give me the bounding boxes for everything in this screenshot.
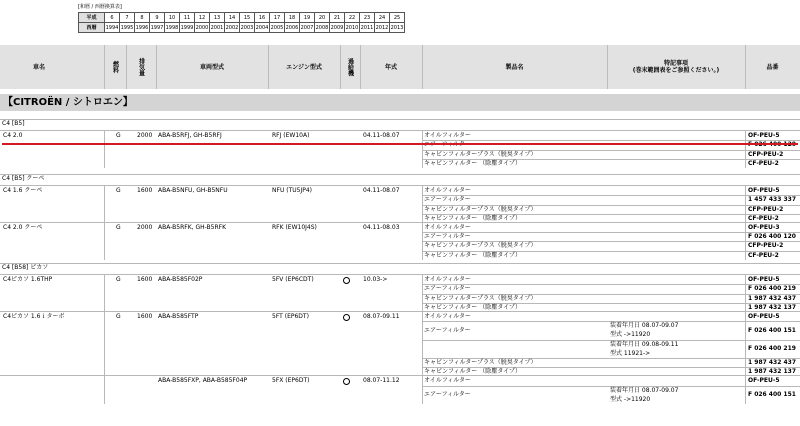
fuel-code: G xyxy=(116,187,121,195)
era-western-cell: 1995 xyxy=(120,24,134,31)
header-chassis: 車両型式 xyxy=(199,63,224,71)
fuel-code: G xyxy=(116,132,121,140)
part-number: F 026 400 151 xyxy=(748,391,796,399)
era-heisei-cell: 25 xyxy=(390,13,405,23)
part-number: OF-PEU-3 xyxy=(748,224,780,231)
model-years: 08.07-09.11 xyxy=(363,313,400,320)
part-number: CFP-PEU-2 xyxy=(748,150,784,158)
rule-line xyxy=(0,274,800,275)
rule-line xyxy=(745,131,746,168)
product-name: キャビンフィルター （除塵タイプ） xyxy=(424,214,521,222)
rule-line xyxy=(104,312,105,376)
displacement: 1600 xyxy=(137,187,153,195)
rule-line xyxy=(745,223,746,260)
era-table xyxy=(78,12,405,33)
era-label-jp: 平成 xyxy=(79,13,105,23)
part-number: F 026 400 151 xyxy=(748,326,796,334)
rule-line xyxy=(104,131,105,168)
group-title: C4 [B5] クーペ xyxy=(2,175,45,182)
rule-line xyxy=(745,312,746,376)
era-western-cell: 2011 xyxy=(360,24,374,31)
rule-line xyxy=(0,263,800,264)
part-number: OF-PEU-5 xyxy=(748,187,780,195)
model-name: C4 1.6 クーペ xyxy=(3,187,43,195)
product-name: オイルフィルター xyxy=(424,276,471,284)
rule-line xyxy=(422,275,423,312)
rule-line xyxy=(422,223,423,260)
era-heisei-cell: 7 xyxy=(120,13,135,23)
turbo-circle-icon xyxy=(343,378,350,385)
model-name: C4ピカソ 1.6THP xyxy=(3,276,53,284)
product-name: エアーフィルター xyxy=(424,326,471,334)
rule-line xyxy=(422,131,423,168)
era-western-cell: 2003 xyxy=(240,24,254,31)
product-name: キャビンフィルター （除塵タイプ） xyxy=(424,159,521,167)
note-install-date: 装着年月日 09.08-09.11 xyxy=(610,340,679,348)
part-number: 1 987 432 437 xyxy=(748,359,797,366)
chassis-code: ABA-B5RFJ, GH-B5RFJ xyxy=(158,132,222,140)
rule-line xyxy=(0,375,800,376)
era-heisei-cell: 24 xyxy=(375,13,390,23)
part-number: 1 987 432 137 xyxy=(748,303,797,311)
part-number: CFP-PEU-2 xyxy=(748,205,784,213)
engine-code: RFJ (EW10A) xyxy=(272,132,310,140)
rule-line xyxy=(745,186,746,223)
era-caption: [和暦 / 西暦換算表] xyxy=(78,4,122,10)
product-name: キャビンフィルタープラス（脱臭タイプ） xyxy=(424,150,537,158)
model-years: 04.11-08.07 xyxy=(363,132,400,140)
rule-line xyxy=(422,186,423,223)
part-number: CF-PEU-2 xyxy=(748,214,779,222)
model-name: C4 2.0 xyxy=(3,132,23,140)
era-heisei-cell: 11 xyxy=(180,13,195,23)
part-number: CF-PEU-2 xyxy=(748,159,779,167)
fuel-code: G xyxy=(116,224,121,231)
era-western-cell: 1996 xyxy=(135,24,149,31)
rule-line xyxy=(104,186,105,223)
era-western-cell: 2004 xyxy=(255,24,269,31)
era-heisei-cell: 21 xyxy=(330,13,345,23)
product-name: オイルフィルター xyxy=(424,313,471,320)
rule-line xyxy=(0,130,800,131)
era-heisei-cell: 6 xyxy=(105,13,120,23)
header-years: 年式 xyxy=(384,63,397,71)
part-number: OF-PEU-5 xyxy=(748,132,780,140)
era-heisei-cell: 14 xyxy=(225,13,240,23)
era-heisei-cell: 16 xyxy=(255,13,270,23)
header-engine: エンジン型式 xyxy=(286,63,322,71)
era-western-cell: 2005 xyxy=(270,24,284,31)
engine-code: 5FX (EP6DT) xyxy=(272,377,310,385)
era-western-cell: 2010 xyxy=(345,24,359,31)
fuel-code: G xyxy=(116,313,121,320)
era-heisei-cell: 22 xyxy=(345,13,360,23)
note-model-range: 型式 ->11920 xyxy=(610,331,651,339)
product-name: キャビンフィルター （除塵タイプ） xyxy=(424,368,521,376)
era-heisei-cell: 17 xyxy=(270,13,285,23)
part-number: F 026 400 219 xyxy=(748,345,796,353)
header-turbo: 過給機 xyxy=(346,58,354,76)
highlight-line xyxy=(2,143,798,145)
product-name: キャビンフィルター （除塵タイプ） xyxy=(424,251,521,259)
era-western-cell: 2002 xyxy=(225,24,239,31)
fuel-code: G xyxy=(116,276,121,284)
part-number: 1 987 432 137 xyxy=(748,368,797,376)
product-name: オイルフィルター xyxy=(424,187,471,195)
header-model: 車名 xyxy=(32,63,45,71)
rule-line xyxy=(422,232,800,233)
part-number: CFP-PEU-2 xyxy=(748,242,784,250)
displacement: 2000 xyxy=(137,132,153,140)
engine-code: 5FV (EP6CDT) xyxy=(272,276,314,284)
note-model-range: 型式 11921-> xyxy=(610,349,651,357)
chassis-code: ABA-B585FXP, ABA-B585F04P xyxy=(158,377,248,385)
brand-title: 【CITROËN / シトロエン】 xyxy=(3,97,133,108)
model-years: 04.11-08.03 xyxy=(363,224,400,231)
header-displacement: 排気量 xyxy=(137,58,145,76)
product-name: キャビンフィルタープラス（脱臭タイプ） xyxy=(424,294,537,302)
era-label-west: 西暦 xyxy=(79,23,105,33)
product-name: エアーフィルター xyxy=(424,196,471,204)
rule-line xyxy=(422,140,800,141)
era-western-cell: 2006 xyxy=(285,24,299,31)
era-heisei-cell: 20 xyxy=(315,13,330,23)
part-number: OF-PEU-5 xyxy=(748,313,780,320)
chassis-code: ABA-B585F02P xyxy=(158,276,203,284)
header-notes-sub: (巻末範囲表をご参照ください。) xyxy=(632,67,720,74)
era-heisei-cell: 12 xyxy=(195,13,210,23)
note-install-date: 装着年月日 08.07-09.07 xyxy=(610,322,679,330)
rule-line xyxy=(0,222,800,223)
header-part-no: 品番 xyxy=(766,63,779,71)
product-name: キャビンフィルタープラス（脱臭タイプ） xyxy=(424,242,537,250)
model-years: 10.03-> xyxy=(363,276,388,284)
era-heisei-cell: 15 xyxy=(240,13,255,23)
product-name: オイルフィルター xyxy=(424,377,471,385)
group-title: C4 [B5] xyxy=(2,120,25,127)
product-name: エアーフィルター xyxy=(424,391,471,399)
era-western-cell: 2012 xyxy=(375,24,389,31)
era-heisei-cell: 13 xyxy=(210,13,225,23)
era-western-cell: 2001 xyxy=(210,24,224,31)
part-number: 1 457 433 337 xyxy=(748,196,797,204)
header-fuel: 燃料 xyxy=(111,61,119,73)
product-name: オイルフィルター xyxy=(424,132,471,140)
rule-line xyxy=(745,376,746,404)
engine-code: NFU (TU5JP4) xyxy=(272,187,312,195)
header-notes-title: 特記事項 xyxy=(663,60,688,67)
era-western-cell: 1999 xyxy=(180,24,194,31)
part-number: F 026 400 120 xyxy=(748,233,796,241)
part-number: F 026 400 219 xyxy=(748,285,796,293)
era-western-cell: 2007 xyxy=(300,24,314,31)
rule-line xyxy=(0,185,800,186)
model-years: 08.07-11.12 xyxy=(363,377,400,385)
product-name: オイルフィルター xyxy=(424,224,471,231)
era-heisei-cell: 18 xyxy=(285,13,300,23)
rule-line xyxy=(104,376,105,404)
era-heisei-cell: 9 xyxy=(150,13,165,23)
header-product: 製品名 xyxy=(505,63,524,71)
era-western-cell: 1994 xyxy=(105,24,119,31)
model-name: C4ピカソ 1.6ｉターボ xyxy=(3,313,65,320)
column-header xyxy=(0,45,800,89)
era-heisei-cell: 10 xyxy=(165,13,180,23)
part-number: CF-PEU-2 xyxy=(748,251,779,259)
era-western-cell: 2000 xyxy=(195,24,209,31)
product-name: エアーフィルター xyxy=(424,233,471,241)
era-western-cell: 1998 xyxy=(165,24,179,31)
part-number: OF-PEU-5 xyxy=(748,276,780,284)
product-name: キャビンフィルタープラス（脱臭タイプ） xyxy=(424,205,537,213)
rule-line xyxy=(0,119,800,120)
displacement: 1600 xyxy=(137,276,153,284)
model-years: 04.11-08.07 xyxy=(363,187,400,195)
note-install-date: 装着年月日 08.07-09.07 xyxy=(610,386,679,394)
rule-line xyxy=(0,174,800,175)
turbo-circle-icon xyxy=(343,277,350,284)
rule-line xyxy=(422,195,800,196)
rule-line xyxy=(422,284,800,285)
displacement: 2000 xyxy=(137,224,153,231)
product-name: キャビンフィルタープラス（脱臭タイプ） xyxy=(424,359,537,366)
part-number: OF-PEU-5 xyxy=(748,377,780,385)
era-western-cell: 2013 xyxy=(390,24,404,31)
rule-line xyxy=(0,311,800,312)
product-name: キャビンフィルター （除塵タイプ） xyxy=(424,303,521,311)
chassis-code: ABA-B585FTP xyxy=(158,313,199,320)
part-number: 1 987 432 437 xyxy=(748,294,797,302)
rule-line xyxy=(422,376,423,404)
era-heisei-cell: 23 xyxy=(360,13,375,23)
rule-line xyxy=(104,275,105,312)
era-western-cell: 2009 xyxy=(330,24,344,31)
displacement: 1600 xyxy=(137,313,153,320)
engine-code: RFK (EW10J4S) xyxy=(272,224,317,231)
era-heisei-cell: 19 xyxy=(300,13,315,23)
era-heisei-cell: 8 xyxy=(135,13,150,23)
engine-code: 5FT (EP6DT) xyxy=(272,313,309,320)
note-model-range: 型式 ->11920 xyxy=(610,395,651,403)
turbo-circle-icon xyxy=(343,314,350,321)
rule-line xyxy=(104,223,105,260)
model-name: C4 2.0 クーペ xyxy=(3,224,43,231)
rule-line xyxy=(745,275,746,312)
product-name: エアーフィルター xyxy=(424,285,471,293)
chassis-code: ABA-B5RFK, GH-B5RFK xyxy=(158,224,227,231)
era-western-cell: 2008 xyxy=(315,24,329,31)
group-title: C4 [B58] ピカソ xyxy=(2,264,49,271)
rule-line xyxy=(422,312,423,376)
chassis-code: ABA-B5NFU, GH-B5NFU xyxy=(158,187,228,195)
era-western-cell: 1997 xyxy=(150,24,164,31)
header-notes xyxy=(607,45,745,89)
